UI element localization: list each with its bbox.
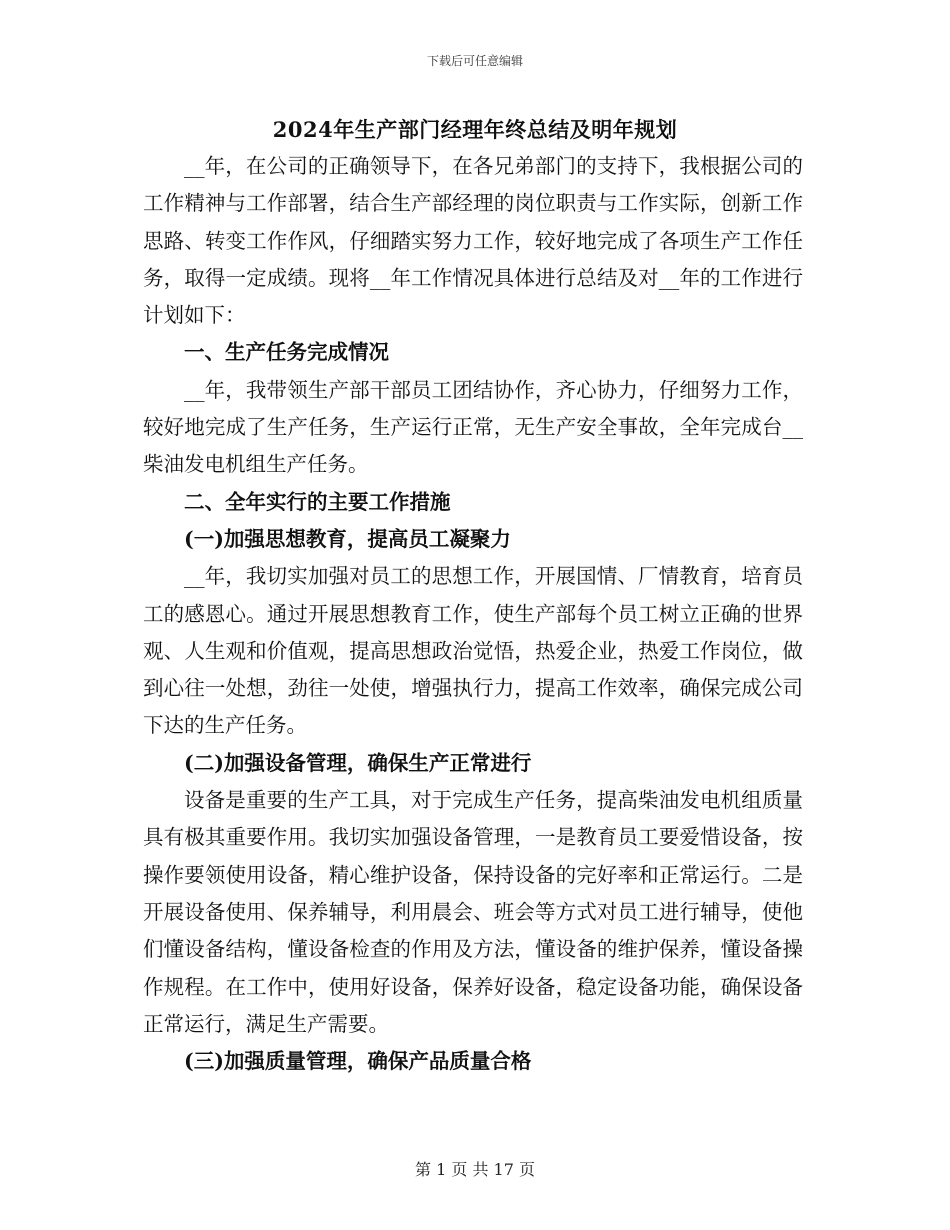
subsection-heading-3: (三)加强质量管理，确保产品质量合格 (184, 1049, 532, 1074)
header-note: 下载后可任意编辑 (426, 54, 523, 68)
subsection-heading-1: (一)加强思想教育，提高员工凝聚力 (184, 526, 511, 551)
paragraph-subsection-1: __年，我切实加强对员工的思想工作，开展国情、厂情教育，培育员工的感恩心。通过开展思想教育工作，使生产部每个员工树立正确的世界观、人生观和价值观，提高思想政治觉悟，热爱企业，热爱工作岗位，做到心往一处想，劲往一处使，增强执行力，提高工作效率，确保完成公司下达的生产任务。 (143, 564, 803, 738)
document-body (143, 148, 803, 1080)
paragraph-section-1: __年，我带领生产部干部员工团结协作，齐心协力，仔细努力工作，较好地完成了生产任务，生产运行正常，无生产安全事故，全年完成台__柴油发电机组生产任务。 (143, 377, 803, 477)
subsection-heading-2: (二)加强设备管理，确保生产正常进行 (184, 750, 532, 775)
paragraph-intro: __年，在公司的正确领导下，在各兄弟部门的支持下，我根据公司的工作精神与工作部署，结合生产部经理的岗位职责与工作实际，创新工作思路、转变工作作风，仔细踏实努力工作，较好地完成了各项生产工作任务，取得一定成绩。现将__年工作情况具体进行总结及对__年的工作进行计划如下： (143, 154, 803, 328)
paragraph-subsection-2: 设备是重要的生产工具，对于完成生产任务，提高柴油发电机组质量具有极其重要作用。我切实加强设备管理，一是教育员工要爱惜设备，按操作要领使用设备，精心维护设备，保持设备的完好率和正常运行。二是开展设备使用、保养辅导，利用晨会、班会等方式对员工进行辅导，使他们懂设备结构，懂设备检查的作用及方法，懂设备的维护保养，懂设备操作规程。在工作中，使用好设备，保养好设备，稳定设备功能，确保设备正常运行，满足生产需要。 (143, 788, 803, 1036)
page-footer: 第 1 页 共 17 页 (415, 1160, 535, 1179)
section-heading-2: 二、全年实行的主要工作措施 (184, 489, 451, 514)
document-title: 2024年生产部门经理年终总结及明年规划 (272, 117, 678, 142)
section-heading-1: 一、生产任务完成情况 (184, 340, 389, 365)
